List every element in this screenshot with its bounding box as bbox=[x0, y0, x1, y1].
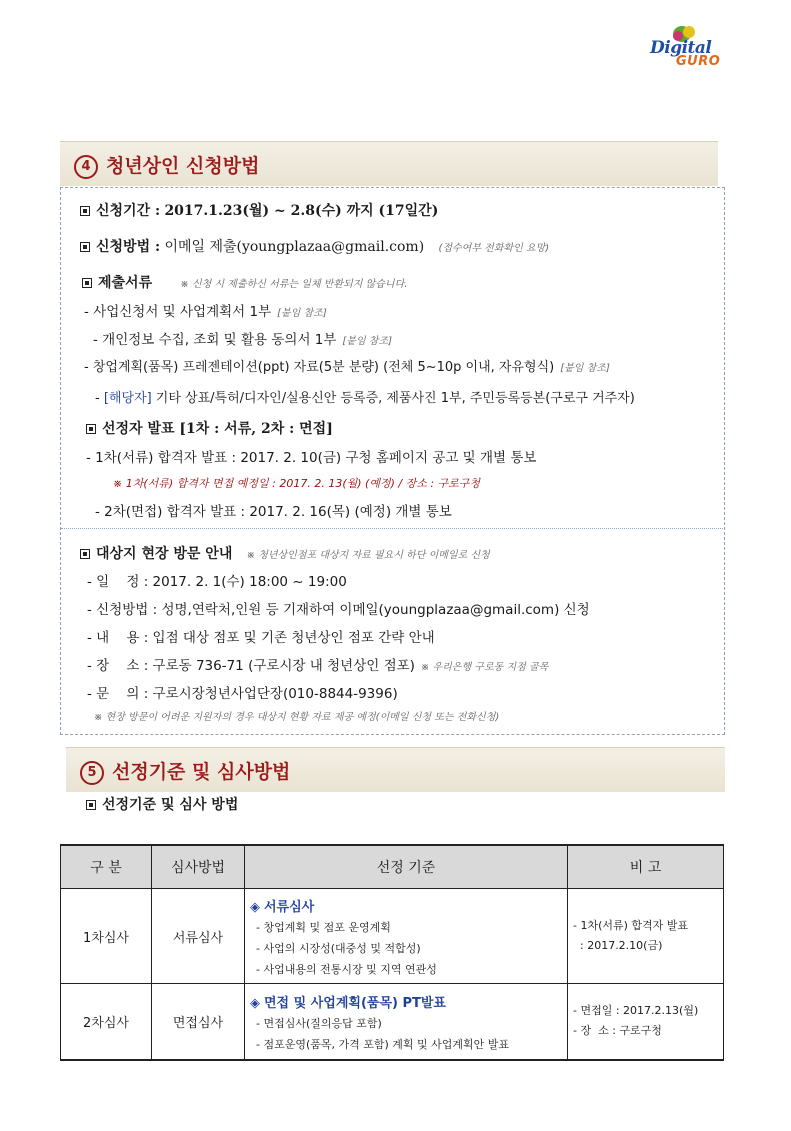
section-4-title bbox=[74, 151, 259, 179]
section-4-title-text: 청년상인 신청방법 bbox=[106, 155, 260, 177]
square-bullet-icon bbox=[80, 549, 90, 559]
section-4-divider bbox=[61, 528, 723, 529]
section-5-number: 5 bbox=[80, 761, 104, 785]
section-4-header bbox=[60, 141, 718, 186]
place-note: ※ 우리은행 구로동 지점 골목 bbox=[420, 662, 549, 673]
table-row bbox=[61, 889, 724, 984]
visit-note: ※ 청년상인점포 대상지 자료 필요시 하단 이메일로 신청 bbox=[246, 550, 490, 561]
digital-guro-logo bbox=[650, 24, 740, 78]
visit-item: - 장 소 : 구로동 736-71 (구로시장 내 청년상인 점포) ※ 우리은행 구로동 지점 골목 bbox=[87, 658, 549, 674]
method-cell: 면접심사 bbox=[152, 984, 245, 1060]
criteria-item: - 사업의 시장성(대중성 및 적합성) bbox=[256, 942, 421, 955]
target-tag: [해당자] bbox=[103, 391, 152, 406]
table-header-row bbox=[61, 845, 724, 889]
visit-item: - 문 의 : 구로시장청년사업단장(010-8844-9396) bbox=[87, 686, 398, 702]
stage-cell: 2차심사 bbox=[61, 984, 152, 1060]
docs-extra-item: - [해당자] 기타 상표/특허/디자인/실용신안 등록증, 제품사진 1부, 주민등록등본(구로구 거주자) bbox=[95, 391, 635, 406]
remarks-cell: - 1차(서류) 합격자 발표 : 2017.2.10(금) bbox=[568, 889, 724, 984]
square-bullet-icon bbox=[82, 278, 92, 288]
col-header-remarks: 비 고 bbox=[568, 845, 724, 889]
col-header-method: 심사방법 bbox=[152, 845, 245, 889]
visit-item: - 신청방법 : 성명,연락처,인원 등 기재하여 이메일(youngplazaa@gmail.com) 신청 bbox=[87, 602, 590, 618]
col-header-criteria: 선정 기준 bbox=[245, 845, 568, 889]
docs-heading: 제출서류 ※ 신청 시 제출하신 서류는 일체 반환되지 않습니다. bbox=[82, 272, 407, 292]
visit-item: - 일 정 : 2017. 2. 1(수) 18:00 ~ 19:00 bbox=[87, 574, 347, 590]
method-line: 신청방법 : 이메일 제출(youngplazaa@gmail.com) (접수여부 전화확인 요망) bbox=[80, 236, 549, 256]
diamond-bullet-icon: ◈ bbox=[250, 995, 260, 1011]
logo-guro-text: GURO bbox=[676, 54, 721, 69]
stage-cell: 1차심사 bbox=[61, 889, 152, 984]
visit-footer-note: ※ 현장 방문이 어려운 지원자의 경우 대상지 현황 자료 제공 예정(이메일 신청 또는 전화신청) bbox=[94, 712, 500, 723]
docs-item: - 개인정보 수집, 조회 및 활용 동의서 1부 [붙임 참조] bbox=[93, 332, 393, 348]
square-bullet-icon bbox=[86, 800, 96, 810]
announce-interview-note: ※ 1차(서류) 합격자 면접 예정일 : 2017. 2. 13(월) (예정) / 장소 : 구로구청 bbox=[113, 477, 481, 490]
criteria-item: - 사업내용의 전통시장 및 지역 연관성 bbox=[256, 963, 437, 976]
docs-item: - 사업신청서 및 사업계획서 1부 [붙임 참조] bbox=[84, 304, 327, 320]
method-cell: 서류심사 bbox=[152, 889, 245, 984]
section-5-title bbox=[80, 757, 290, 785]
remarks-cell: - 면접일 : 2017.2.13(월) - 장 소 : 구로구청 bbox=[568, 984, 724, 1060]
period-line: 신청기간 : 2017.1.23(월) ~ 2.8(수) 까지 (17일간) bbox=[80, 200, 438, 220]
square-bullet-icon bbox=[86, 424, 96, 434]
method-value: 이메일 제출(youngplazaa@gmail.com) bbox=[164, 239, 425, 255]
section-5-header bbox=[66, 747, 725, 792]
logo-digital-text: Digital bbox=[650, 38, 712, 58]
docs-item: - 창업계획(품목) 프레젠테이션(ppt) 자료(5분 분량) (전체 5~10p 이내, 자유형식) [붙임 참조] bbox=[84, 360, 610, 375]
announce-heading: 선정자 발표 [1차 : 서류, 2차 : 면접] bbox=[86, 418, 333, 438]
criteria-item: - 창업계획 및 점포 운영계획 bbox=[256, 921, 391, 934]
announce-second: - 2차(면접) 합격자 발표 : 2017. 2. 16(목) (예정) 개별 통보 bbox=[95, 504, 452, 520]
square-bullet-icon bbox=[80, 206, 90, 216]
criteria-subheading: 선정기준 및 심사 방법 bbox=[86, 794, 238, 814]
criteria-cell: ◈ 면접 및 사업계획(품목) PT발표 - 면접심사(질의응답 포함) - 점포운영(품목, 가격 포함) 계획 및 사업계획안 발표 bbox=[245, 984, 568, 1060]
method-note: (접수여부 전화확인 요망) bbox=[438, 243, 550, 254]
criteria-item: - 점포운영(품목, 가격 포함) 계획 및 사업계획안 발표 bbox=[256, 1037, 510, 1051]
visit-heading: 대상지 현장 방문 안내 ※ 청년상인점포 대상지 자료 필요시 하단 이메일로 신청 bbox=[80, 543, 490, 563]
visit-item: - 내 용 : 입점 대상 점포 및 기존 청년상인 점포 간략 안내 bbox=[87, 630, 435, 646]
diamond-bullet-icon: ◈ bbox=[250, 900, 260, 915]
criteria-item: - 면접심사(질의응답 포함) bbox=[256, 1016, 382, 1030]
criteria-cell: ◈ 서류심사 - 창업계획 및 점포 운영계획 - 사업의 시장성(대중성 및 적합성) - 사업내용의 전통시장 및 지역 연관성 bbox=[245, 889, 568, 984]
announce-first: - 1차(서류) 합격자 발표 : 2017. 2. 10(금) 구청 홈페이지 공고 및 개별 통보 bbox=[86, 450, 537, 466]
square-bullet-icon bbox=[80, 242, 90, 252]
col-header-category: 구 분 bbox=[61, 845, 152, 889]
section-4-number: 4 bbox=[74, 155, 98, 179]
period-value: 2017.1.23(월) ~ 2.8(수) 까지 (17일간) bbox=[164, 203, 439, 219]
table-row bbox=[61, 984, 724, 1060]
section-5-title-text: 선정기준 및 심사방법 bbox=[112, 761, 291, 783]
docs-note: ※ 신청 시 제출하신 서류는 일체 반환되지 않습니다. bbox=[180, 279, 408, 290]
criteria-table bbox=[60, 844, 724, 1061]
